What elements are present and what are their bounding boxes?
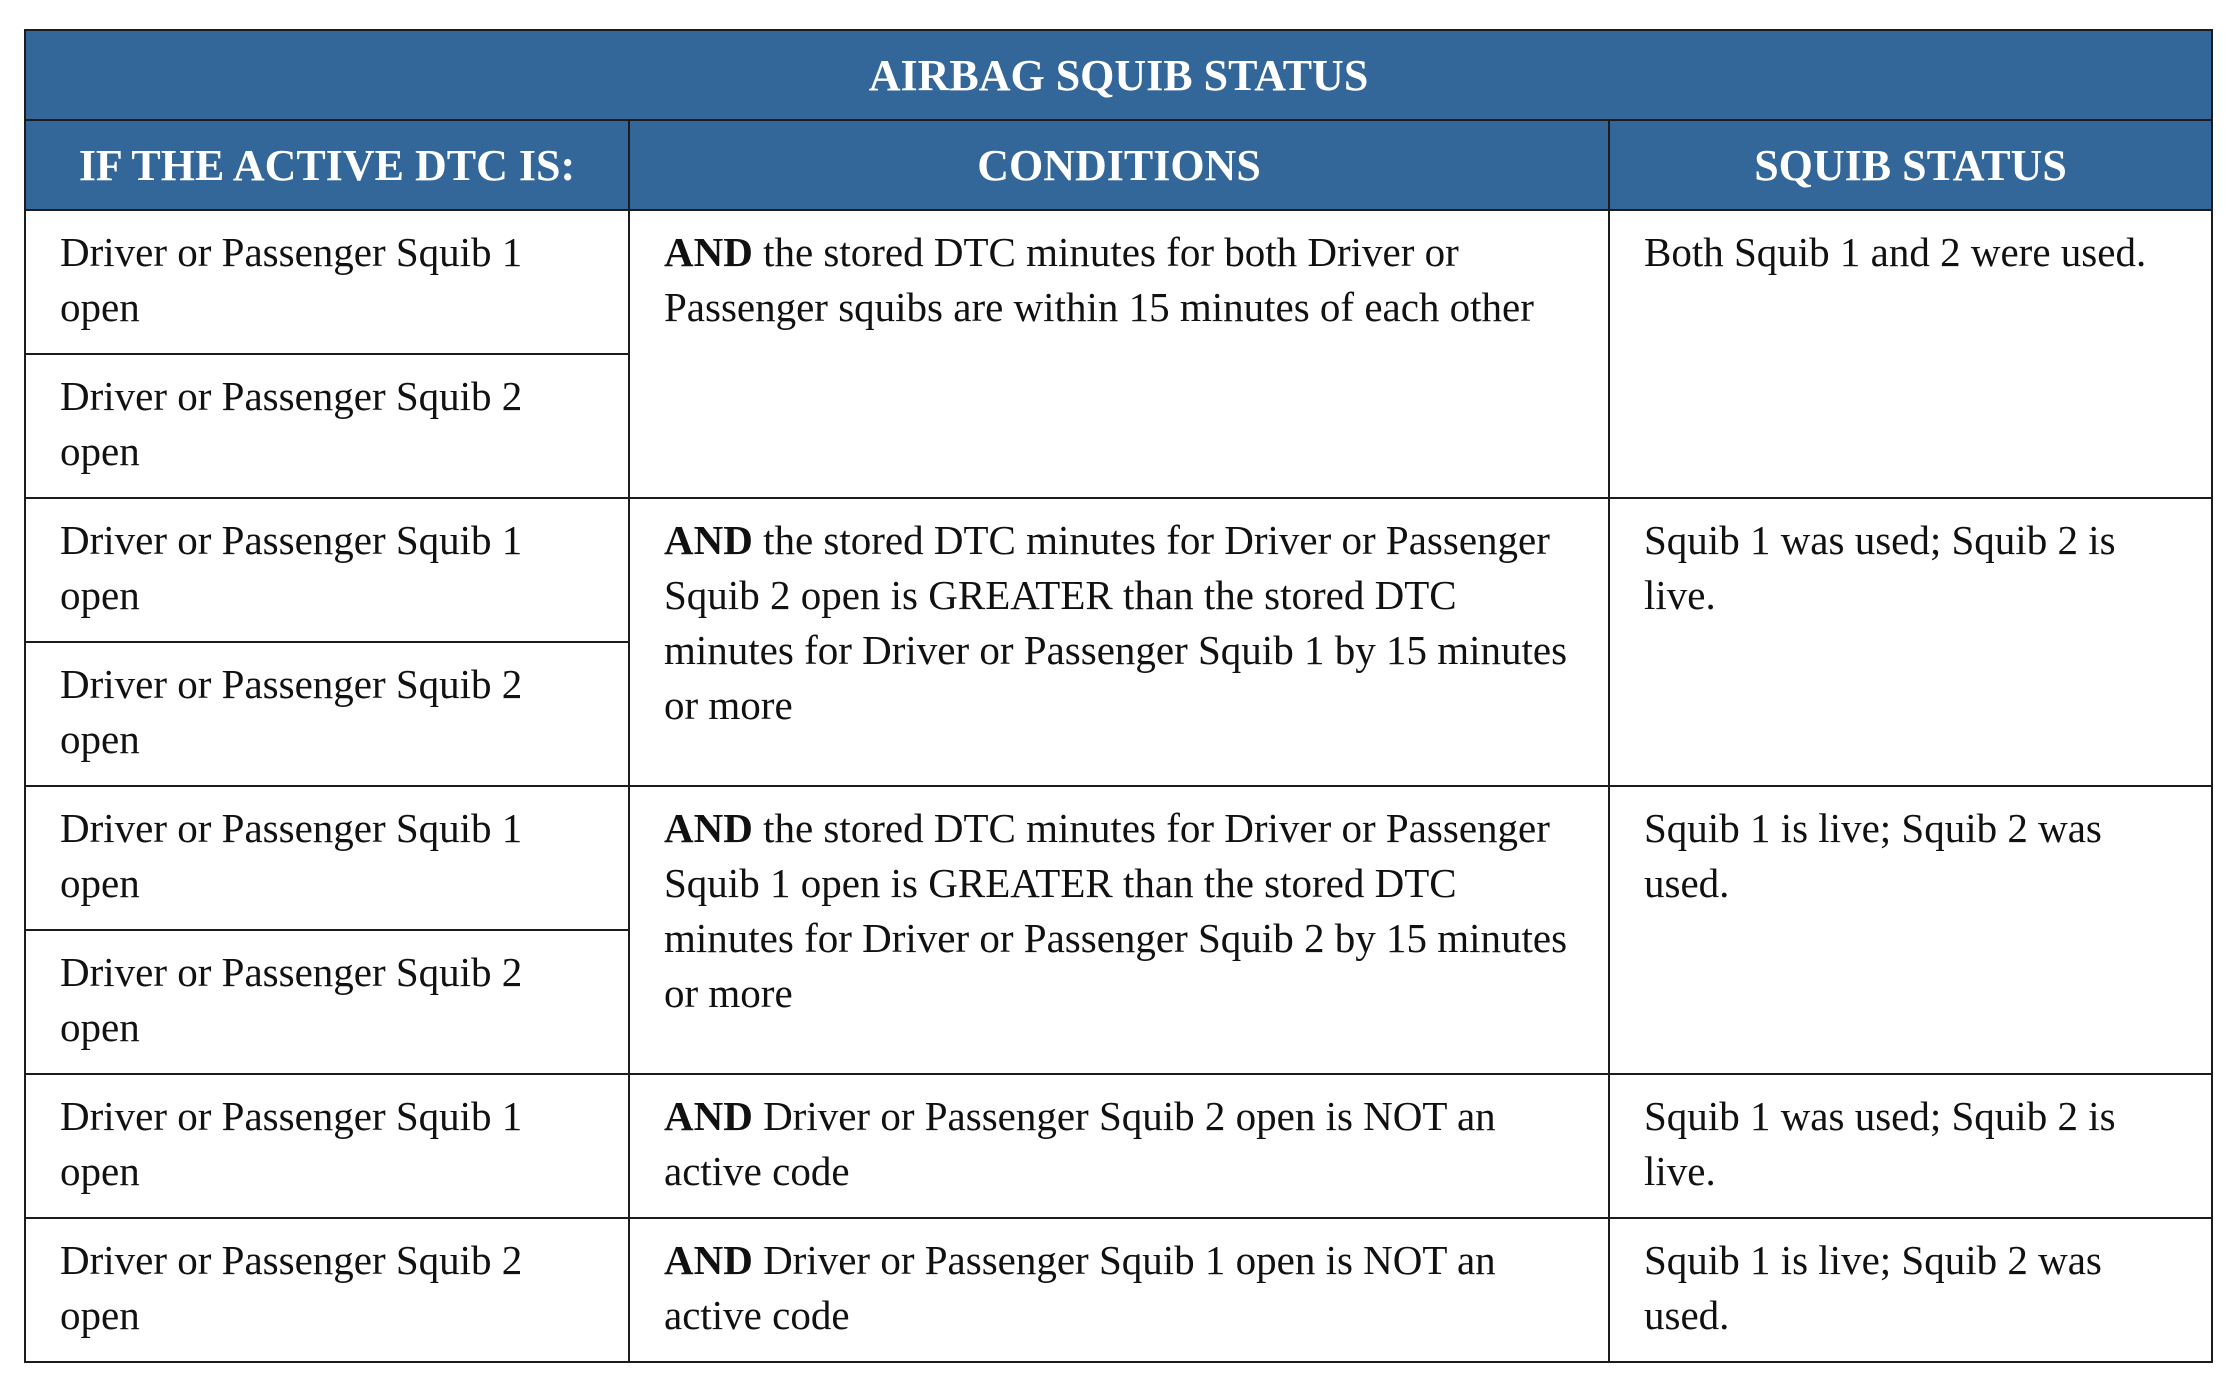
- squib-status-cell: Squib 1 is live; Squib 2 was used.: [1609, 1218, 2212, 1362]
- dtc-cell: Driver or Passenger Squib 2 open: [25, 642, 629, 786]
- dtc-cell: Driver or Passenger Squib 2 open: [25, 354, 629, 498]
- dtc-cell: Driver or Passenger Squib 1 open: [25, 498, 629, 642]
- column-header-conditions: CONDITIONS: [629, 120, 1609, 210]
- condition-keyword: AND: [664, 1237, 753, 1283]
- condition-keyword: AND: [664, 229, 753, 275]
- dtc-cell: Driver or Passenger Squib 1 open: [25, 786, 629, 930]
- condition-text: the stored DTC minutes for both Driver or Passenger squibs are within 15 minutes of each other: [664, 229, 1534, 330]
- condition-cell: [629, 786, 1609, 1074]
- column-header-squib-status: SQUIB STATUS: [1609, 120, 2212, 210]
- dtc-cell: Driver or Passenger Squib 2 open: [25, 1218, 629, 1362]
- condition-cell: [629, 1218, 1609, 1362]
- condition-text: Driver or Passenger Squib 1 open is NOT an active code: [664, 1237, 1496, 1338]
- table-row: [25, 786, 2212, 930]
- condition-keyword: AND: [664, 517, 753, 563]
- condition-text: Driver or Passenger Squib 2 open is NOT an active code: [664, 1093, 1496, 1194]
- condition-cell: [629, 498, 1609, 786]
- table-title: AIRBAG SQUIB STATUS: [25, 30, 2212, 120]
- table-row: [25, 1218, 2212, 1362]
- condition-text: the stored DTC minutes for Driver or Passenger Squib 1 open is GREATER than the stored DTC minutes for Driver or Passenger Squib 2 by 15 minutes or more: [664, 805, 1568, 1016]
- dtc-cell: Driver or Passenger Squib 2 open: [25, 930, 629, 1074]
- column-header-active-dtc: IF THE ACTIVE DTC IS:: [25, 120, 629, 210]
- condition-cell: [629, 1074, 1609, 1218]
- squib-status-cell: Squib 1 is live; Squib 2 was used.: [1609, 786, 2212, 1074]
- airbag-squib-status-table: [24, 29, 2213, 1363]
- dtc-cell: Driver or Passenger Squib 1 open: [25, 1074, 629, 1218]
- table-row: [25, 498, 2212, 642]
- squib-status-cell: Both Squib 1 and 2 were used.: [1609, 210, 2212, 498]
- condition-keyword: AND: [664, 805, 753, 851]
- squib-status-cell: Squib 1 was used; Squib 2 is live.: [1609, 1074, 2212, 1218]
- condition-text: the stored DTC minutes for Driver or Passenger Squib 2 open is GREATER than the stored DTC minutes for Driver or Passenger Squib 1 by 15 minutes or more: [664, 517, 1568, 728]
- dtc-cell: Driver or Passenger Squib 1 open: [25, 210, 629, 354]
- table-row: [25, 210, 2212, 354]
- condition-cell: [629, 210, 1609, 498]
- squib-status-cell: Squib 1 was used; Squib 2 is live.: [1609, 498, 2212, 786]
- condition-keyword: AND: [664, 1093, 753, 1139]
- table-header-row: [25, 120, 2212, 210]
- table-row: [25, 1074, 2212, 1218]
- table-title-row: [25, 30, 2212, 120]
